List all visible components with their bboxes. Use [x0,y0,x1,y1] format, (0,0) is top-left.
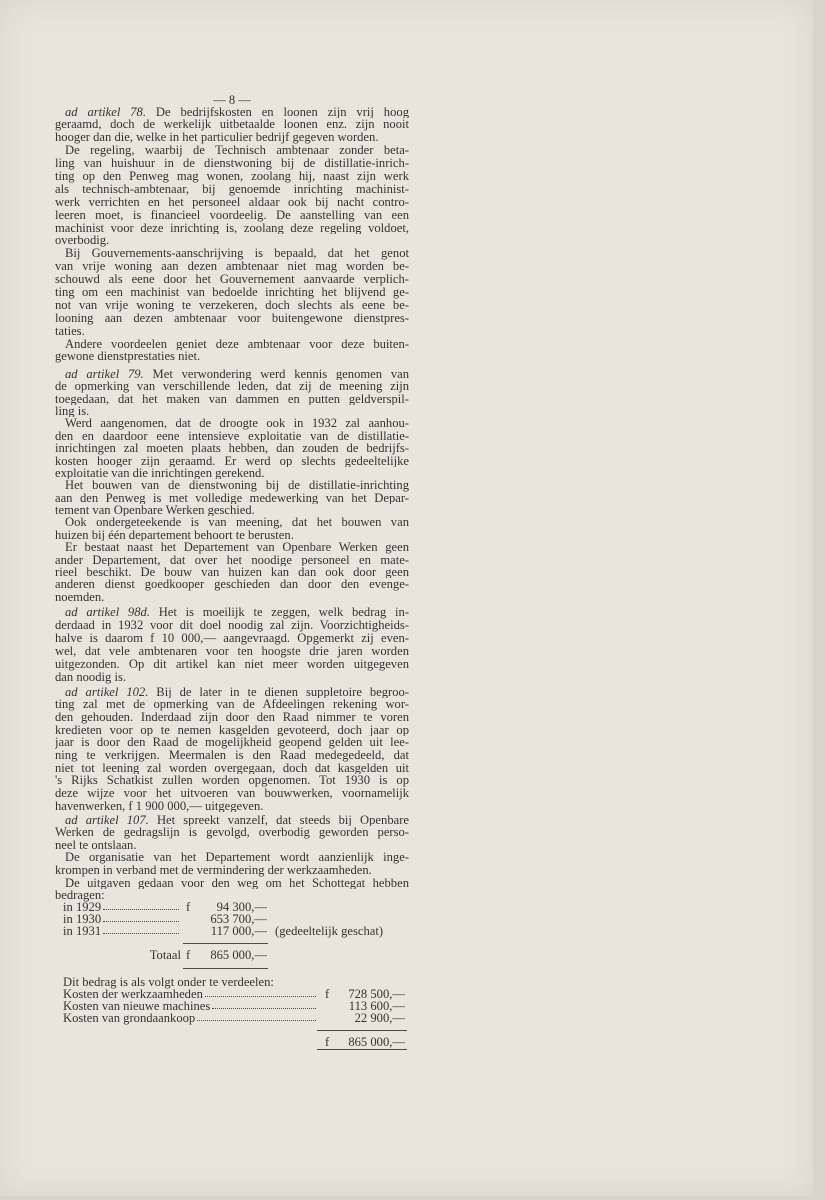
section-ad-artikel-79 [55,368,409,603]
expense-amount: 94 300,— [216,900,267,914]
text-line-content: Het spreekt vanzelf, dat steeds bij Openbare [156,813,409,827]
text-line: van vrije woning aan dezen ambtenaar niet mag worden be- [55,260,409,274]
text-line: werk verrichten en het personeel aldaar ook bij nacht contro- [55,195,409,209]
breakdown-item: Kosten van grondaankoop [63,1011,196,1025]
section-ad-artikel-98d [55,606,409,684]
text-line [55,814,409,827]
text-line: jaar is door den Raad de mogelijkheid geopend gelden uit lee- [55,736,409,750]
text-line: ting op den Penweg mag wonen, zoolang hij, naast zijn werk [55,169,409,183]
breakdown-row [63,1012,407,1024]
dot-leader [103,933,179,934]
text-line: toegedaan, dat het maken van dammen en putten geldverspil- [55,392,409,405]
currency-symbol: f [325,1035,330,1049]
text-line: derdaad in 1932 voor dit doel noodig zal zijn. Voorzichtigheids- [55,618,409,632]
dot-leader [205,996,316,997]
text-line: havenwerken, f 1 900 000,— uitgegeven. [55,799,264,813]
text-line: leeren moet, is financieel voordeelig. De aanstelling van een [55,208,409,222]
text-line: Werd aangenomen, dat de droogte ook in 1932 zal aanhou- [65,417,409,430]
text-line [55,686,409,699]
text-line: 's Rijks Schatkist zullen worden opgenomen. Tot 1930 is op [55,774,409,788]
dot-leader [103,921,179,922]
total-label: Totaal [149,948,181,962]
expense-year: in 1931 [63,924,102,938]
text-line: als technisch-ambtenaar, bij genoemde inrichting machinist- [55,182,409,196]
text-line: ting zal met de opmerking van de Afdeelingen rekening wor- [55,698,409,711]
text-line: den gehouden. Inderdaad zijn door den Raad nimmer te voren [55,710,409,724]
text-line-content: Met verwondering werd kennis genomen van [152,367,409,381]
breakdown-amount: 22 900,— [354,1011,405,1025]
text-line: De organisatie van het Departement wordt aanzienlijk inge- [65,851,409,865]
breakdown-amount: 728 500,— [348,987,405,1001]
text-line: rieel beschikt. De bouw van huizen kan dan ook door geen [55,566,409,579]
breakdown-total-row [63,1036,407,1048]
breakdown-label [63,1012,318,1024]
sum-rule [317,1030,407,1031]
article-label: ad artikel 78. [65,105,146,119]
text-line: wel, dat vele ambtenaren voor ten hoogste drie jaren worden [55,644,409,658]
text-line: De regeling, waarbij de Technisch ambtenaar zonder beta- [65,144,409,158]
text-line: huizen bij één departement behoort te berusten. [55,528,294,542]
text-line: ling van huishuur in de dienstwoning bij de distillatie-inrich- [55,157,409,170]
text-line: geraamd, doch de werkelijk uitbetaalde loonen enz. zijn nooit [55,118,409,132]
text-line: aan den Penweg is met volledige medewerking van het Depar- [55,491,409,505]
text-line: niet tot leening zal worden overgegaan, doch dat kasgelden uit [55,761,409,775]
text-line: ning te verkrijgen. Meermalen is den Raad medegedeeld, dat [55,749,409,762]
total-amount: 865 000,— [210,948,267,962]
text-line: uitgezonden. Op dit artikel kan niet meer worden uitgegeven [55,657,409,671]
article-label: ad artikel 79. [65,367,144,381]
text-line: ander Departement, dat over het noodige personeel en mate- [55,553,409,567]
text-line: tement van Openbare Werken geschied. [55,504,255,517]
currency-symbol: f [325,987,330,1001]
text-line: De uitgaven gedaan voor den weg om het Schottegat hebben [65,876,409,890]
expense-year-label [63,925,181,937]
breakdown-intro: Dit bedrag is als volgt onder te verdeelen: [63,975,274,989]
text-line: ling is. [55,404,90,418]
section-ad-artikel-107 [55,814,409,902]
text-line: noemden. [55,590,105,604]
total-amount: 865 000,— [348,1035,405,1049]
text-line: overbodig. [55,234,110,248]
total-rule [317,1049,407,1050]
text-line: looning aan dezen ambtenaar voor buitengewone dienstpres- [55,311,409,325]
expense-total-row [63,949,403,961]
expense-year: in 1929 [63,900,102,914]
text-line: Andere voordeelen geniet deze ambtenaar voor deze buiten- [65,337,409,351]
text-line: not van vrije woning te verzekeren, doch slechts als eene be- [55,298,409,312]
text-line: machinist voor deze inrichting is, zoolang deze regeling voldoet, [55,221,409,235]
text-line: Bij Gouvernements-aanschrijving is bepaald, dat het genot [65,247,409,261]
section-ad-artikel-102 [55,686,409,813]
dot-leader [212,1008,316,1009]
text-line: gewone dienstprestaties niet. [55,350,201,364]
text-line [55,368,409,380]
article-label: ad artikel 98d. [65,605,150,619]
currency-symbol: f [186,900,191,914]
text-line: Ook ondergeteekende is van meening, dat het bouwen van [65,516,409,529]
text-line: schouwd als eene door het Gouvernement aanvaarde verplich- [55,273,409,286]
text-line: inrichtingen zal moeten plaats hebben, dan zouden de bedrijfs- [55,442,409,455]
breakdown-item: Kosten van nieuwe machines [63,999,211,1013]
expense-note: (gedeeltelijk geschat) [275,924,384,938]
text-line: kosten hooger zijn geraamd. Er werd op slechts gedeeltelijke [55,454,409,467]
text-line: anderen dienst goedkooper geschieden dan door den evenge- [55,578,409,591]
text-line: exploitatie van die inrichtingen gerekend. [55,466,265,480]
text-line: dan noodig is. [55,670,127,684]
currency-symbol: f [186,948,191,962]
expense-amount: 653 700,— [210,912,267,926]
expense-amount: 117 000,— [210,924,267,938]
article-label: ad artikel 107. [65,813,149,827]
section-ad-artikel-78 [55,106,409,364]
breakdown-item: Kosten der werkzaamheden [63,987,203,1001]
text-line: neel te ontslaan. [55,838,137,852]
text-line: de opmerking van verschillende leden, dat zij de meening zijn [55,380,409,393]
total-rule [183,968,268,969]
text-line: Er bestaat naast het Departement van Openbare Werken geen [65,541,409,554]
dot-leader [103,909,179,910]
text-line-content: De bedrijfskosten en loonen zijn vrij hoog [155,105,409,119]
text-line: Het bouwen van de dienstwoning bij de distillatie-inrichting [65,479,409,492]
breakdown-amount: 113 600,— [348,999,405,1013]
text-line: den en daardoor eene intensieve exploitatie van de distillatie- [55,429,409,443]
text-line: deze wijze voor het uitvoeren van bouwwerken, voornamelijk [55,787,409,800]
text-line: bedragen: [55,889,105,902]
text-line: halve is daarom f 10 000,— aangevraagd. Opgemerkt zij even- [55,631,409,645]
dot-leader [197,1020,316,1021]
text-line: Werken de gedragslijn is gevolgd, overbodig geworden perso- [55,826,409,839]
text-line [55,106,409,119]
text-line: ting om een machinist van bedoelde inrichting het blijvend ge- [55,285,409,299]
text-line: krompen in verband met de vermindering der werkzaamheden. [55,864,372,877]
sum-rule [183,943,268,944]
text-line-content: Het is moeilijk te zeggen, welk bedrag in- [158,605,409,619]
text-line [55,606,409,619]
text-line-content: Bij de later in te dienen suppletoire begroo- [156,685,409,699]
text-line: hooger dan die, welke in het particulier bedrijf gegeven worden. [55,131,379,145]
text-line: kredieten voor op te nemen kasgelden gevoteerd, doch jaar op [55,723,409,737]
page-number: — 8 — [213,93,251,107]
article-label: ad artikel 102. [65,685,149,699]
expense-row [63,925,403,937]
expense-year: in 1930 [63,912,102,926]
text-line: taties. [55,324,85,338]
